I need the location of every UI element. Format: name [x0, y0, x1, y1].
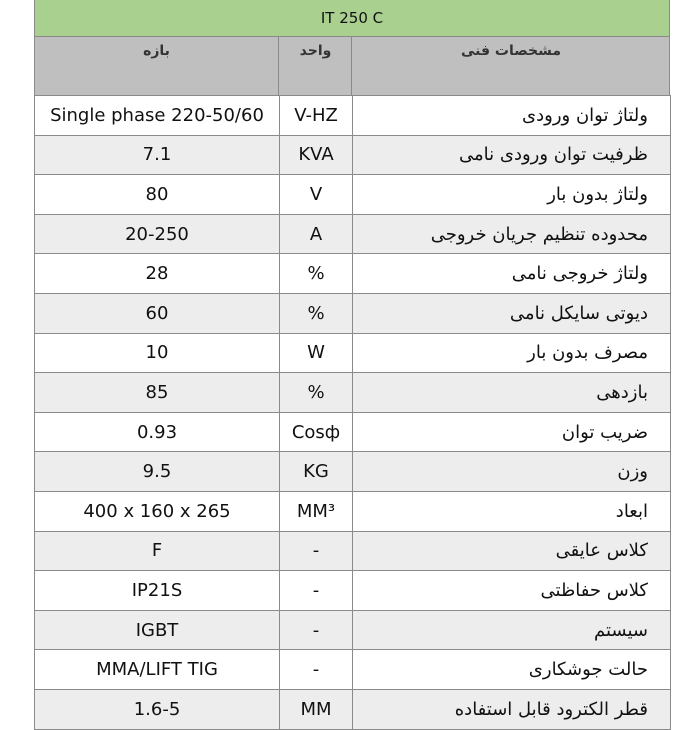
spec-cell: قطر الکترود قابل استفاده: [353, 689, 671, 729]
table-row: [35, 689, 671, 729]
value-cell: 28: [35, 254, 280, 294]
header-unit: واحد: [280, 37, 352, 95]
value-cell: 1.6-5: [35, 689, 280, 729]
spec-cell: محدوده تنظیم جریان خروجی: [353, 214, 671, 254]
value-cell: 7.1: [35, 135, 280, 175]
unit-cell: -: [280, 531, 353, 571]
value-cell: 9.5: [35, 452, 280, 492]
spec-cell: وزن: [353, 452, 671, 492]
spec-cell: ظرفیت توان ورودی نامی: [353, 135, 671, 175]
table-row: [35, 531, 671, 571]
value-cell: 20-250: [35, 214, 280, 254]
unit-cell: %: [280, 254, 353, 294]
unit-cell: Cosф: [280, 412, 353, 452]
header-spec: مشخصات فنی: [460, 43, 562, 59]
value-cell: 80: [35, 175, 280, 215]
unit-cell: V: [280, 175, 353, 215]
unit-cell: %: [280, 293, 353, 333]
spec-cell: کلاس حفاظتی: [353, 571, 671, 611]
product-title: IT 250 C: [34, 0, 670, 37]
spec-cell: مصرف بدون بار: [353, 333, 671, 373]
value-cell: Single phase 220-50/60: [35, 96, 280, 136]
table-row: [35, 610, 671, 650]
table-row: [35, 412, 671, 452]
unit-cell: KVA: [280, 135, 353, 175]
table-row: [35, 650, 671, 690]
spec-cell: بازدهی: [353, 373, 671, 413]
table-row: [35, 452, 671, 492]
spec-cell: ولتاژ خروجی نامی: [353, 254, 671, 294]
unit-cell: -: [280, 571, 353, 611]
value-cell: MMA/LIFT TIG: [35, 650, 280, 690]
spec-cell: حالت جوشکاری: [353, 650, 671, 690]
spec-cell: دیوتی سایکل نامی: [353, 293, 671, 333]
spec-sheet: [34, 0, 670, 720]
unit-cell: MM³: [280, 491, 353, 531]
spec-table: [34, 95, 671, 730]
table-row: [35, 214, 671, 254]
table-row: [35, 491, 671, 531]
unit-cell: W: [280, 333, 353, 373]
value-cell: 60: [35, 293, 280, 333]
table-row: [35, 135, 671, 175]
unit-cell: V-HZ: [280, 96, 353, 136]
value-cell: 400 x 160 x 265: [35, 491, 280, 531]
spec-cell: ضریب توان: [353, 412, 671, 452]
unit-cell: MM: [280, 689, 353, 729]
value-cell: IGBT: [35, 610, 280, 650]
table-header: [34, 37, 670, 95]
value-cell: 10: [35, 333, 280, 373]
unit-cell: -: [280, 610, 353, 650]
table-row: [35, 333, 671, 373]
unit-cell: -: [280, 650, 353, 690]
unit-cell: KG: [280, 452, 353, 492]
unit-cell: %: [280, 373, 353, 413]
header-range: بازه: [35, 37, 279, 95]
spec-cell: ولتاژ بدون بار: [353, 175, 671, 215]
value-cell: 85: [35, 373, 280, 413]
value-cell: F: [35, 531, 280, 571]
spec-cell: سیستم: [353, 610, 671, 650]
spec-cell: کلاس عایقی: [353, 531, 671, 571]
table-row: [35, 96, 671, 136]
spec-cell: ولتاژ توان ورودی: [353, 96, 671, 136]
table-row: [35, 175, 671, 215]
table-row: [35, 254, 671, 294]
table-row: [35, 373, 671, 413]
unit-cell: A: [280, 214, 353, 254]
table-row: [35, 293, 671, 333]
value-cell: 0.93: [35, 412, 280, 452]
value-cell: IP21S: [35, 571, 280, 611]
spec-cell: ابعاد: [353, 491, 671, 531]
table-row: [35, 571, 671, 611]
